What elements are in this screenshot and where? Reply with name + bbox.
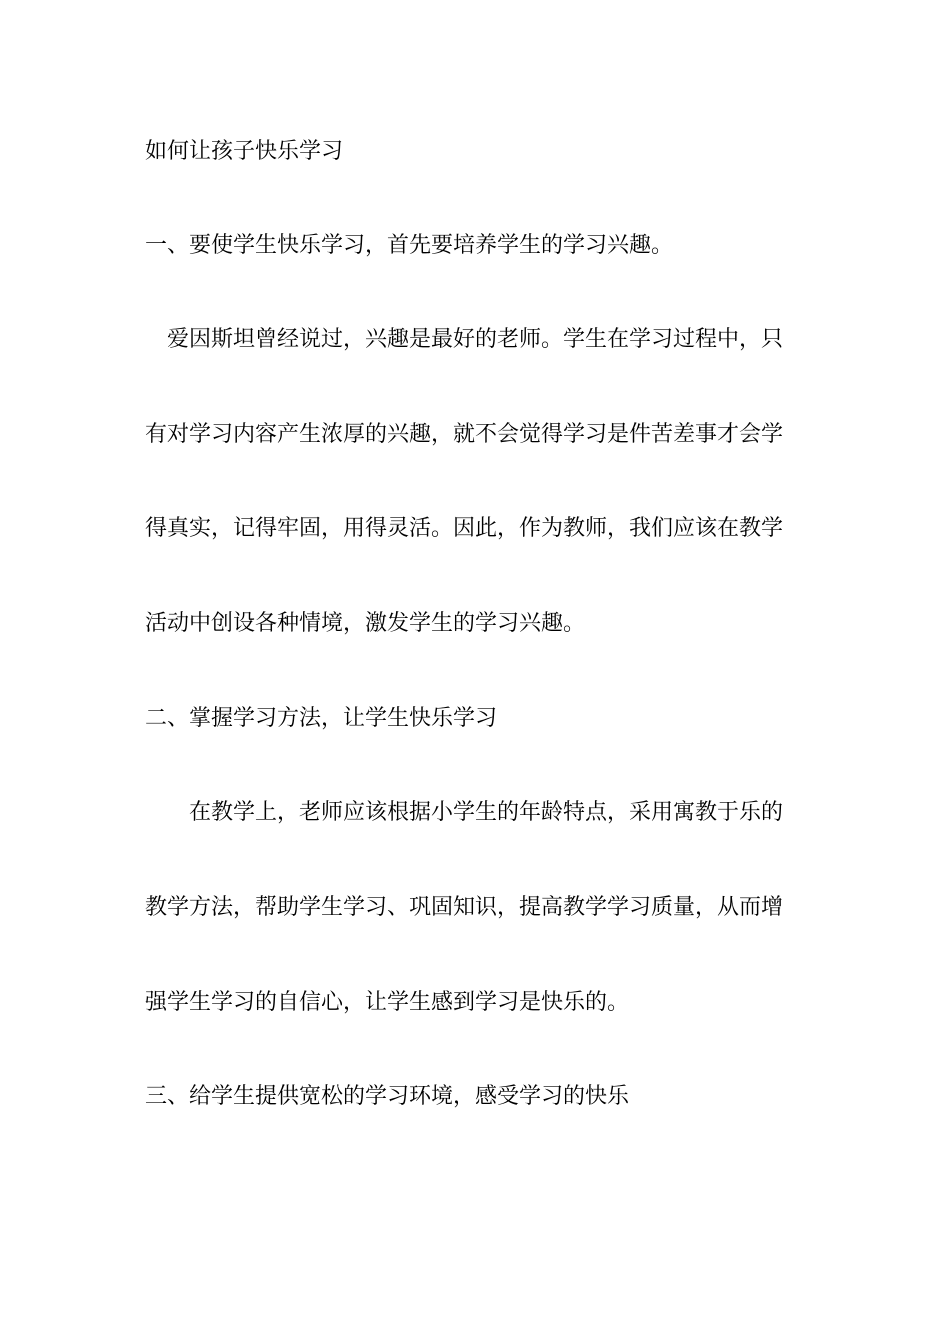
section1-line-1: 爱因斯坦曾经说过，兴趣是最好的老师。学生在学习过程中，只 <box>167 327 784 352</box>
section1-line-3: 得真实，记得牢固，用得灵活。因此，作为教师，我们应该在教学 <box>145 516 784 541</box>
section1-heading: 一、要使学生快乐学习，首先要培养学生的学习兴趣。 <box>145 233 674 258</box>
document-title: 如何让孩子快乐学习 <box>145 139 344 164</box>
section2-heading: 二、掌握学习方法，让学生快乐学习 <box>145 706 498 731</box>
section3-heading: 三、给学生提供宽松的学习环境，感受学习的快乐 <box>145 1084 630 1109</box>
section2-line-3: 强学生学习的自信心，让学生感到学习是快乐的。 <box>145 990 630 1015</box>
section1-line-2: 有对学习内容产生浓厚的兴趣，就不会觉得学习是件苦差事才会学 <box>145 422 784 447</box>
section2-line-1: 在教学上，老师应该根据小学生的年龄特点，采用寓教于乐的 <box>189 800 784 825</box>
section1-line-4: 活动中创设各种情境，激发学生的学习兴趣。 <box>145 611 586 636</box>
section2-line-2: 教学方法，帮助学生学习、巩固知识，提高教学学习质量，从而增 <box>145 895 784 920</box>
